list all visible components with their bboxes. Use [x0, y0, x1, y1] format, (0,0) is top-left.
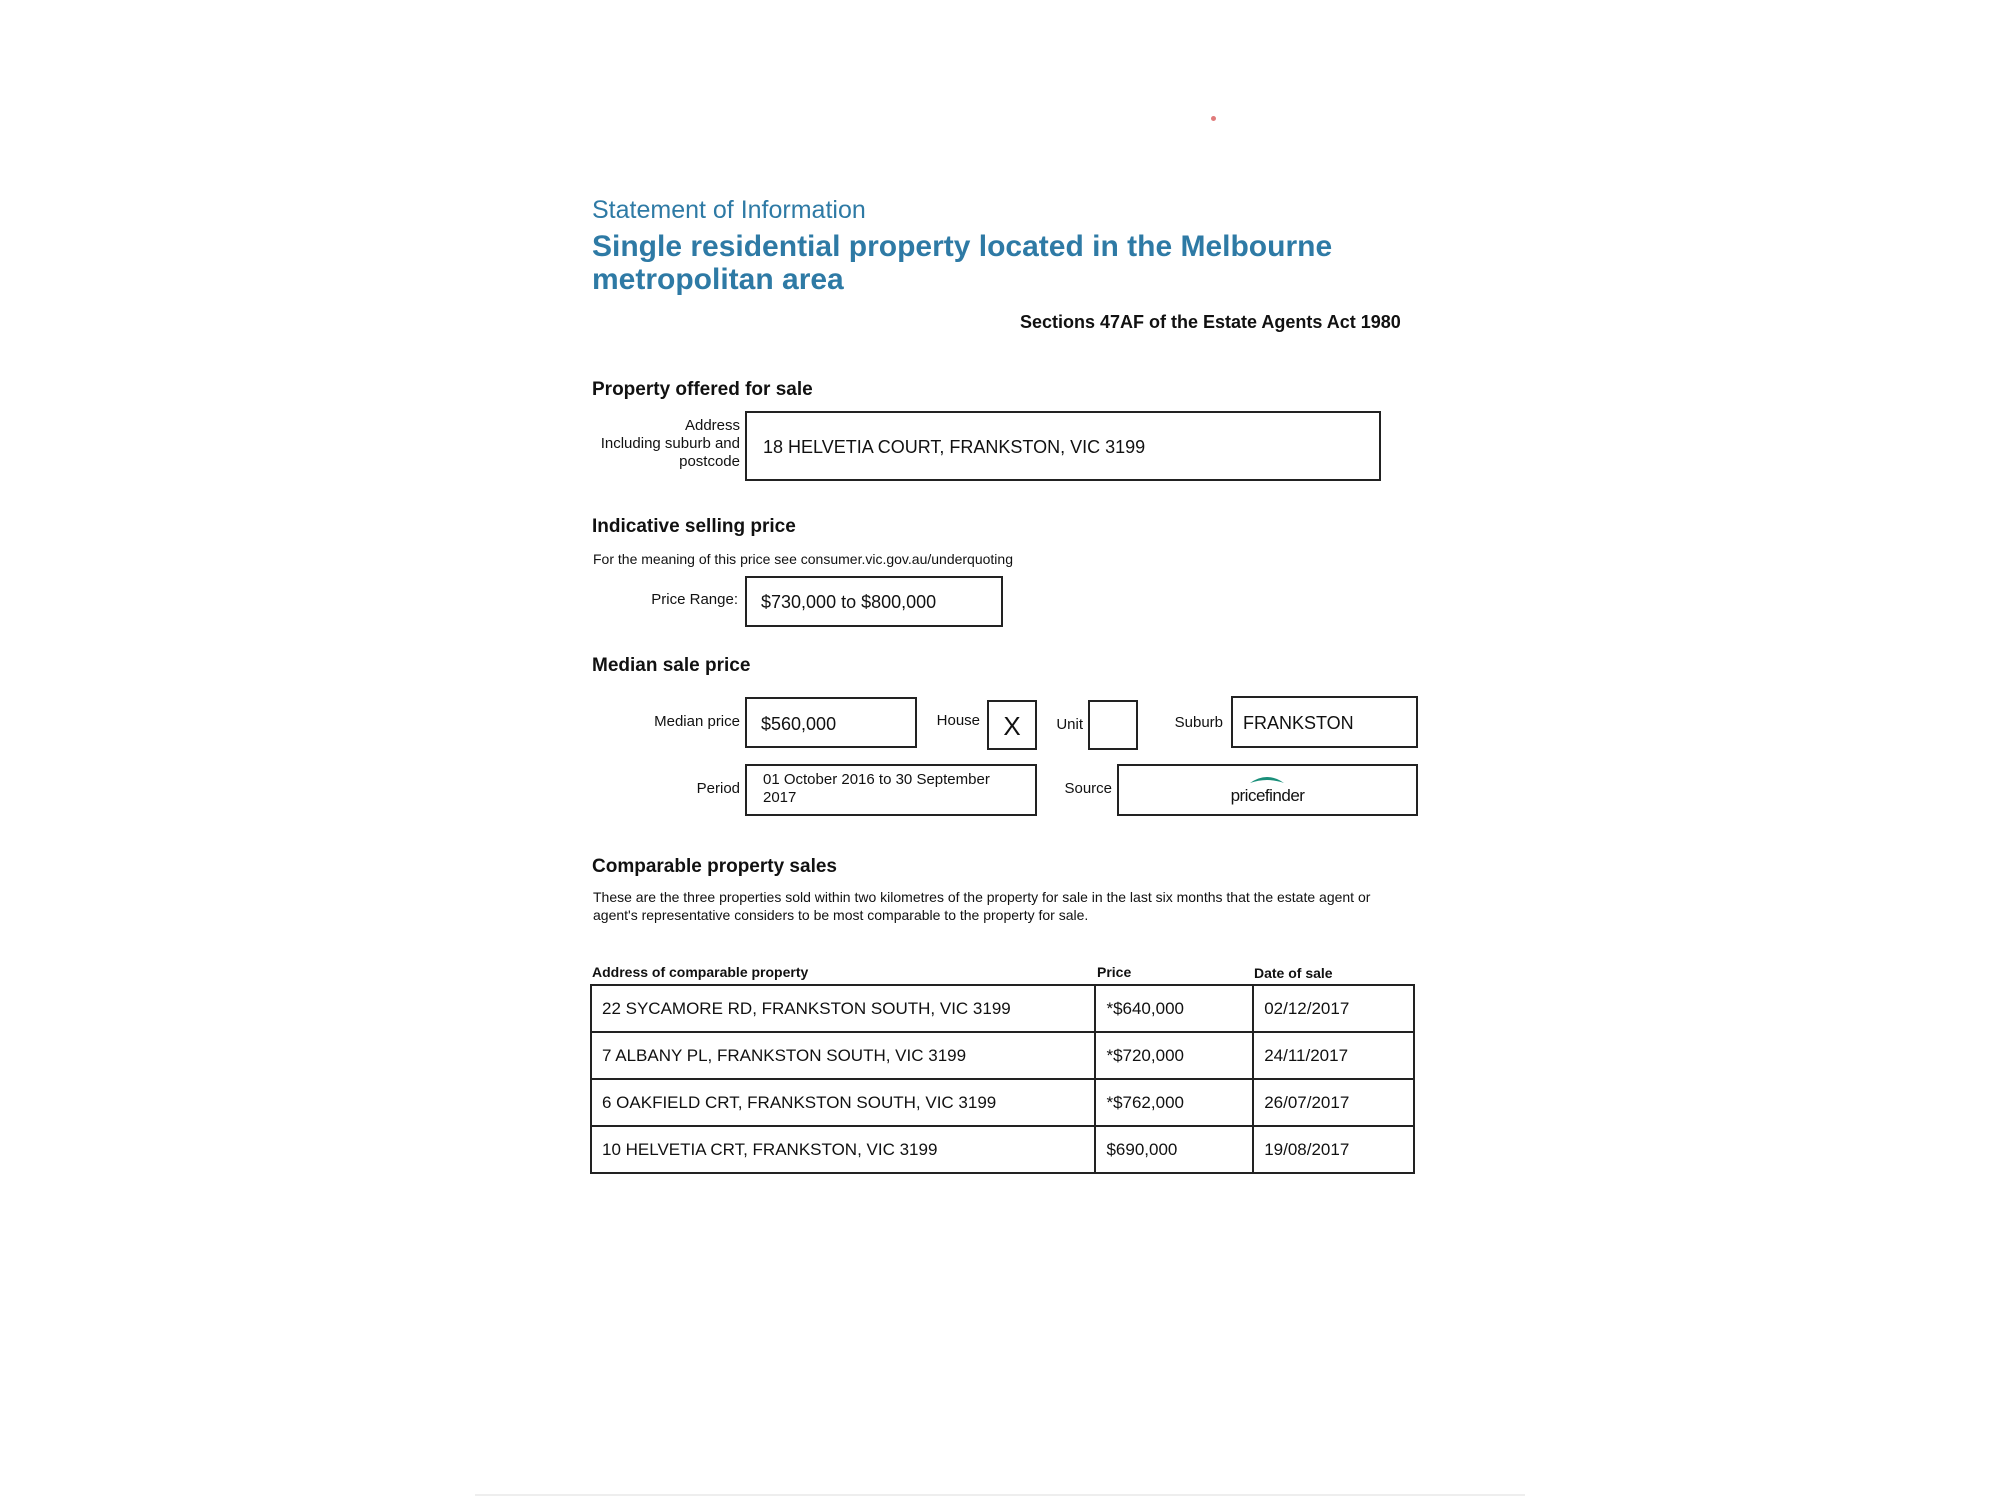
- comparable-section-title: Comparable property sales: [592, 856, 837, 877]
- address-label: [580, 417, 740, 471]
- house-label: House: [936, 712, 980, 729]
- unit-label: Unit: [1056, 716, 1083, 733]
- median-price-field[interactable]: [745, 697, 917, 748]
- scan-speck: [1211, 116, 1216, 121]
- comparable-date-cell: 26/07/2017: [1253, 1079, 1414, 1126]
- column-header-address: Address of comparable property: [592, 964, 809, 980]
- act-reference: Sections 47AF of the Estate Agents Act 1980: [1020, 312, 1401, 332]
- table-row: [591, 1126, 1414, 1173]
- price-range-field[interactable]: [745, 576, 1003, 627]
- document-title: Single residential property located in the Melbourne metropolitan area: [592, 230, 1333, 296]
- comparable-sales-table: [590, 984, 1415, 1174]
- comparable-price-cell: *$720,000: [1095, 1032, 1253, 1079]
- comparable-price-cell: *$640,000: [1095, 985, 1253, 1032]
- comparable-price-cell: $690,000: [1095, 1126, 1253, 1173]
- median-price-label: Median price: [654, 713, 740, 730]
- comparable-date-cell: 24/11/2017: [1253, 1032, 1414, 1079]
- suburb-value: FRANKSTON: [1243, 713, 1354, 733]
- pricefinder-logo-icon: [1247, 774, 1287, 784]
- table-row: [591, 1079, 1414, 1126]
- median-price-value: $560,000: [761, 714, 837, 734]
- unit-checkbox[interactable]: [1088, 700, 1138, 750]
- address-field[interactable]: [745, 411, 1381, 481]
- property-section-title: Property offered for sale: [592, 379, 813, 400]
- period-value: 01 October 2016 to 30 September 2017: [763, 771, 990, 806]
- indicative-note: For the meaning of this price see consumer.vic.gov.au/underquoting: [593, 551, 1013, 567]
- column-header-date: Date of sale: [1254, 965, 1333, 981]
- comparable-date-cell: 19/08/2017: [1253, 1126, 1414, 1173]
- source-label: Source: [1064, 780, 1112, 797]
- address-value: 18 HELVETIA COURT, FRANKSTON, VIC 3199: [763, 437, 1146, 457]
- source-value: pricefinder: [1230, 786, 1305, 805]
- period-field[interactable]: [745, 764, 1037, 816]
- median-section-title: Median sale price: [592, 655, 751, 676]
- page-edge-divider: [475, 1494, 1525, 1496]
- comparable-address-cell: 22 SYCAMORE RD, FRANKSTON SOUTH, VIC 3199: [591, 985, 1095, 1032]
- address-label-line: Including suburb and: [600, 435, 740, 452]
- period-label: Period: [696, 780, 740, 797]
- suburb-label: Suburb: [1174, 714, 1223, 731]
- table-row: [591, 1032, 1414, 1079]
- price-range-label: Price Range:: [651, 591, 738, 608]
- comparable-price-cell: *$762,000: [1095, 1079, 1253, 1126]
- address-label-line: Address: [684, 417, 740, 434]
- document-subtitle: Statement of Information: [592, 196, 866, 224]
- comparable-description: These are the three properties sold within two kilometres of the property for sale in the last six months that the estate agent or agent's representative considers to be most comparable to the property for sale.: [593, 889, 1371, 923]
- comparable-address-cell: 6 OAKFIELD CRT, FRANKSTON SOUTH, VIC 3199: [591, 1079, 1095, 1126]
- comparable-address-cell: 10 HELVETIA CRT, FRANKSTON, VIC 3199: [591, 1126, 1095, 1173]
- table-row: [591, 985, 1414, 1032]
- house-check-mark: X: [1003, 711, 1021, 741]
- comparable-date-cell: 02/12/2017: [1253, 985, 1414, 1032]
- suburb-field[interactable]: [1231, 696, 1418, 748]
- indicative-section-title: Indicative selling price: [592, 516, 796, 537]
- column-header-price: Price: [1097, 964, 1132, 980]
- source-field: [1117, 764, 1418, 816]
- price-range-value: $730,000 to $800,000: [761, 592, 937, 612]
- comparable-address-cell: 7 ALBANY PL, FRANKSTON SOUTH, VIC 3199: [591, 1032, 1095, 1079]
- address-label-line: postcode: [679, 453, 740, 470]
